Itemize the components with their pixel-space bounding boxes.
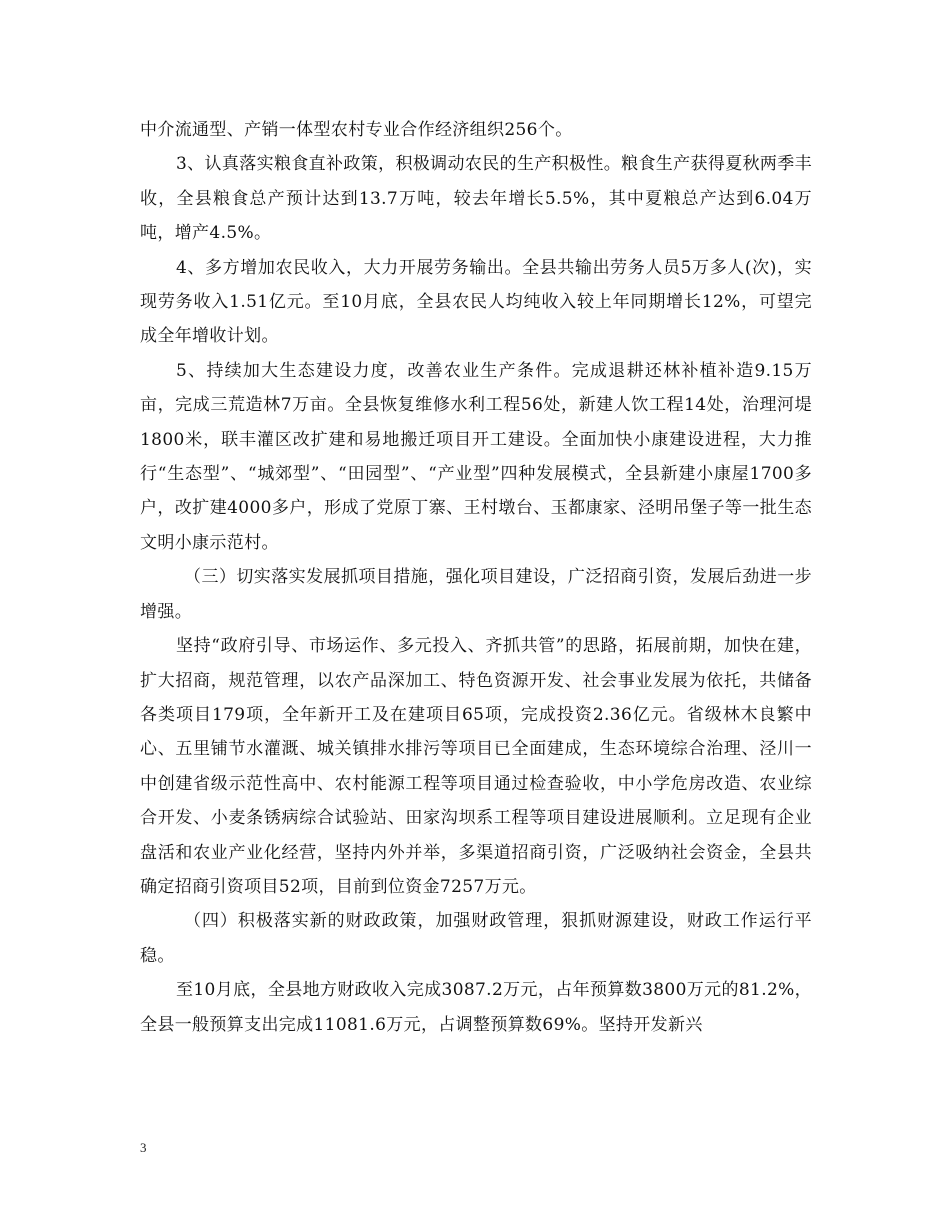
paragraph-grain-subsidy: 3、认真落实粮食直补政策，积极调动农民的生产积极性。粮食生产获得夏秋两季丰收，全县粮食总产预计达到13.7万吨，较去年增长5.5%，其中夏粮总产达到6.04万吨，增产4.5%。 (140, 154, 812, 244)
paragraph-project-investment: 坚持“政府引导、市场运作、多元投入、齐抓共管”的思路，拓展前期，加快在建，扩大招商，规范管理，以农产品深加工、特色资源开发、社会事业发展为依托，共储备各类项目179项，全年新开工及在建项目65项，完成投资2.36亿元。省级林木良繁中心、五里铺节水灌溉、城关镇排水排污等项目已全面建成，生态环境综合治理、泾川一中创建省级示范性高中、农村能源工程等项目通过检查验收，中小学危房改造、农业综合开发、小麦条锈病综合试验站、田家沟坝系工程等项目建设进展顺利。立足现有企业盘活和农业产业化经营，坚持内外并举，多渠道招商引资，广泛吸纳社会资金，全县共确定招商引资项目52项，目前到位资金7257万元。 (140, 636, 812, 897)
paragraph-farmer-income: 4、多方增加农民收入，大力开展劳务输出。全县共输出劳务人员5万多人(次)，实现劳务收入1.51亿元。至10月底，全县农民人均纯收入较上年同期增长12%，可望完成全年增收计划。 (140, 257, 812, 347)
paragraph-fiscal-revenue: 至10月底，全县地方财政收入完成3087.2万元，占年预算数3800万元的81.2%，全县一般预算支出完成11081.6万元，占调整预算数69%。坚持开发新兴 (140, 980, 812, 1035)
section-heading-projects: （三）切实落实发展抓项目措施，强化项目建设，广泛招商引资，发展后劲进一步增强。 (140, 567, 812, 622)
paragraph-cooperatives-count: 中介流通型、产销一体型农村专业合作经济组织256个。 (140, 120, 573, 140)
page-number: 3 (140, 1140, 147, 1155)
document-body (140, 113, 812, 1042)
paragraph-ecological-construction: 5、持续加大生态建设力度，改善农业生产条件。完成退耕还林补植补造9.15万亩，完成三荒造林7万亩。全县恢复维修水利工程56处，新建人饮工程14处，治理河堤1800米，联丰灌区改扩建和易地搬迁项目开工建设。全面加快小康建设进程，大力推行“生态型”、“城郊型”、“田园型”、“产业型”四种发展模式，全县新建小康屋1700多户，改扩建4000多户，形成了党原丁寨、王村墩台、玉都康家、泾明吊堡子等一批生态文明小康示范村。 (140, 360, 812, 553)
section-heading-finance: （四）积极落实新的财政政策，加强财政管理，狠抓财源建设，财政工作运行平稳。 (140, 911, 812, 966)
